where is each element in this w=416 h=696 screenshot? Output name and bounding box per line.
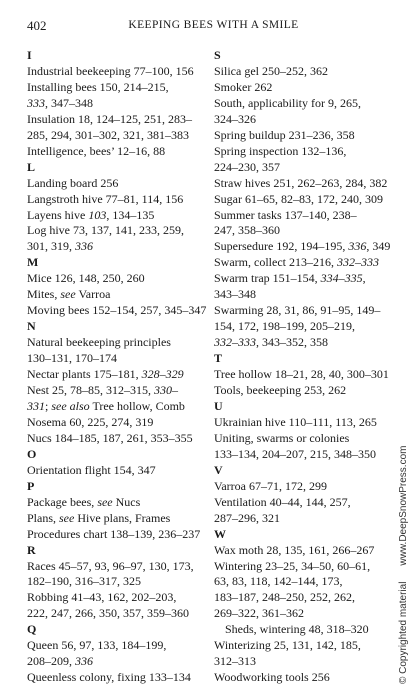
index-entry xyxy=(214,367,394,383)
index-entry xyxy=(214,96,394,112)
index-letter-heading xyxy=(214,351,394,367)
index-entry xyxy=(214,638,394,654)
entry-text: , 347–348 xyxy=(45,95,93,110)
italic-ref: 334–335 xyxy=(320,271,363,286)
index-entry xyxy=(27,112,203,128)
index-entry xyxy=(27,590,203,606)
index-entry xyxy=(27,271,203,287)
italic-ref: 336 xyxy=(75,654,93,669)
entry-text: Varroa 67–71, 172, 299 xyxy=(214,478,327,493)
index-letter-heading xyxy=(214,48,394,64)
index-entry xyxy=(27,176,203,192)
index-entry-continuation xyxy=(214,590,394,606)
entry-text: Queen 56, 97, 133, 184–199, xyxy=(27,638,167,653)
entry-text: Plans, xyxy=(27,510,60,525)
entry-text: 224–230, 357 xyxy=(214,159,280,174)
entry-text: Spring inspection 132–136, xyxy=(214,143,347,158)
index-column-right xyxy=(214,48,394,686)
index-entry-continuation xyxy=(27,128,203,144)
index-entry-continuation xyxy=(214,287,394,303)
index-entry xyxy=(27,415,203,431)
entry-text: Procedures chart 138–139, 236–237 xyxy=(27,526,201,541)
index-entry xyxy=(27,192,203,208)
entry-text: 183–187, 248–250, 252, 262, xyxy=(214,590,355,605)
index-entry xyxy=(27,383,203,399)
index-letter-heading xyxy=(27,447,203,463)
entry-text: , 134–135 xyxy=(106,207,155,222)
index-entry xyxy=(214,64,394,80)
index-letter-heading xyxy=(27,622,203,638)
entry-text: 324–326 xyxy=(214,111,256,126)
entry-text: Orientation flight 154, 347 xyxy=(27,462,156,477)
italic-ref: 333 xyxy=(27,95,45,110)
letter-text: S xyxy=(214,48,221,62)
index-entry xyxy=(27,367,203,383)
index-entry-continuation xyxy=(214,447,394,463)
italic-ref: 328–329 xyxy=(141,367,184,382)
entry-text: 63, 83, 118, 142–144, 173, xyxy=(214,574,343,589)
entry-text: Queenless colony, fixing 133–134 xyxy=(27,670,191,685)
index-entry xyxy=(214,144,394,160)
index-entry xyxy=(214,271,394,287)
entry-text: Uniting, swarms or colonies xyxy=(214,430,350,445)
entry-text: Log hive 73, 137, 141, 233, 259, xyxy=(27,223,184,238)
index-entry xyxy=(214,192,394,208)
index-entry xyxy=(214,415,394,431)
entry-text: Tree hollow 18–21, 28, 40, 300–301 xyxy=(214,367,389,382)
entry-text: Package bees, xyxy=(27,494,98,509)
entry-text: Nosema 60, 225, 274, 319 xyxy=(27,414,154,429)
italic-ref: 103 xyxy=(88,207,107,222)
index-entry-continuation xyxy=(27,351,203,367)
index-entry-continuation xyxy=(214,160,394,176)
index-entry-continuation xyxy=(27,606,203,622)
index-entry-continuation xyxy=(214,574,394,590)
entry-text: Nectar plants 175–181, xyxy=(27,367,142,382)
index-entry xyxy=(27,511,203,527)
entry-text: Sheds, wintering 48, 318–320 xyxy=(225,622,369,637)
index-entry xyxy=(27,80,203,96)
entry-text: 343–348 xyxy=(214,287,256,302)
index-entry-continuation xyxy=(214,606,394,622)
entry-text: Woodworking tools 256 xyxy=(214,670,330,685)
entry-text: Nest 25, 78–85, 312–315, xyxy=(27,383,154,398)
entry-text: Varroa xyxy=(75,287,111,302)
index-entry xyxy=(27,670,203,686)
entry-text: Spring buildup 231–236, 358 xyxy=(214,127,355,142)
index-subentry xyxy=(214,622,394,638)
index-entry-continuation xyxy=(214,223,394,239)
index-entry xyxy=(27,638,203,654)
index-letter-heading xyxy=(27,160,203,176)
entry-text: Hive plans, Frames xyxy=(74,510,171,525)
entry-text: 287–296, 321 xyxy=(214,510,280,525)
entry-text: Moving bees 152–154, 257, 345–347 xyxy=(27,303,207,318)
entry-text: South, applicability for 9, 265, xyxy=(214,95,361,110)
index-entry xyxy=(214,559,394,575)
index-entry-continuation xyxy=(27,399,203,415)
index-letter-heading xyxy=(214,399,394,415)
index-entry xyxy=(214,255,394,271)
entry-text: Silica gel 250–252, 362 xyxy=(214,63,328,78)
index-entry xyxy=(214,239,394,255)
entry-text: 130–131, 170–174 xyxy=(27,351,117,366)
entry-text: Swarming 28, 31, 86, 91–95, 149– xyxy=(214,303,381,318)
index-entry-continuation xyxy=(214,511,394,527)
entry-text: Natural beekeeping principles xyxy=(27,335,171,350)
index-entry xyxy=(27,335,203,351)
italic-ref: see xyxy=(59,510,75,525)
index-letter-heading xyxy=(27,319,203,335)
index-entry xyxy=(214,431,394,447)
italic-ref: 331 xyxy=(27,398,45,413)
entry-text: Landing board 256 xyxy=(27,175,119,190)
entry-text: Smoker 262 xyxy=(214,79,273,94)
entry-text: Intelligence, bees’ 12–16, 88 xyxy=(27,143,166,158)
entry-text: Races 45–57, 93, 96–97, 130, 173, xyxy=(27,558,194,573)
italic-ref: 330– xyxy=(154,383,178,398)
index-entry-continuation xyxy=(27,96,203,112)
entry-text: Insulation 18, 124–125, 251, 283– xyxy=(27,111,192,126)
index-entry xyxy=(27,144,203,160)
italic-ref: 332–333 xyxy=(214,335,256,350)
index-entry-continuation xyxy=(214,335,394,351)
entry-text: Nucs 184–185, 187, 261, 353–355 xyxy=(27,430,193,445)
letter-text: N xyxy=(27,319,36,334)
entry-text: 154, 172, 198–199, 205–219, xyxy=(214,319,355,334)
letter-text: R xyxy=(27,542,36,557)
entry-text: ; xyxy=(45,398,52,413)
letter-text: L xyxy=(27,159,36,174)
entry-text: , 343–352, 358 xyxy=(256,335,328,350)
index-entry xyxy=(214,670,394,686)
entry-text: Straw hives 251, 262–263, 284, 382 xyxy=(214,175,388,190)
entry-text: 285, 294, 301–302, 321, 381–383 xyxy=(27,127,189,142)
index-entry xyxy=(27,303,207,319)
entry-text: Sugar 61–65, 82–83, 172, 240, 309 xyxy=(214,191,383,206)
index-entry xyxy=(27,495,203,511)
index-entry xyxy=(27,559,203,575)
entry-text: Nucs xyxy=(112,494,141,509)
entry-text: 208–209, xyxy=(27,654,75,669)
index-entry-continuation xyxy=(214,654,394,670)
index-entry xyxy=(27,431,203,447)
copyright-sidebar xyxy=(398,446,409,684)
index-letter-heading xyxy=(214,463,394,479)
entry-text: , 349 xyxy=(366,239,391,254)
entry-text: Wax moth 28, 135, 161, 266–267 xyxy=(214,542,375,557)
index-letter-heading xyxy=(27,543,203,559)
running-header xyxy=(27,18,400,40)
running-title: KEEPING BEES WITH A SMILE xyxy=(128,19,299,31)
entry-text: Supersedure 192, 194–195, xyxy=(214,239,349,254)
index-entry xyxy=(214,176,394,192)
entry-text: Mice 126, 148, 250, 260 xyxy=(27,271,145,286)
index-column-left xyxy=(27,48,207,686)
index-entry xyxy=(214,80,394,96)
letter-text: T xyxy=(214,351,223,366)
letter-text: M xyxy=(27,255,39,270)
index-entry xyxy=(27,64,203,80)
index-letter-heading xyxy=(214,527,394,543)
letter-text: O xyxy=(27,446,37,461)
italic-ref: see xyxy=(60,287,76,302)
index-entry-continuation xyxy=(214,112,394,128)
index-entry xyxy=(27,463,203,479)
index-entry xyxy=(214,495,394,511)
index-entry xyxy=(214,479,394,495)
entry-text: 247, 358–360 xyxy=(214,223,280,238)
entry-text: Tree hollow, Comb xyxy=(89,398,185,413)
index-entry xyxy=(214,208,394,224)
letter-text: V xyxy=(214,462,223,477)
index-entry xyxy=(214,543,394,559)
letter-text: P xyxy=(27,478,35,493)
entry-text: 222, 247, 266, 350, 357, 359–360 xyxy=(27,606,189,621)
entry-text: Ukrainian hive 110–111, 113, 265 xyxy=(214,414,377,429)
letter-text: W xyxy=(214,526,226,541)
index-entry xyxy=(214,128,394,144)
entry-text: Ventilation 40–44, 144, 257, xyxy=(214,494,351,509)
entry-text: 312–313 xyxy=(214,654,256,669)
entry-text: Swarm, collect 213–216, xyxy=(214,255,337,270)
entry-text: 301, 319, xyxy=(27,239,75,254)
entry-text: 133–134, 204–207, 215, 348–350 xyxy=(214,446,376,461)
entry-text: Installing bees 150, 214–215, xyxy=(27,79,169,94)
index-entry xyxy=(27,527,203,543)
page-number: 402 xyxy=(27,18,47,33)
entry-text: Tools, beekeeping 253, 262 xyxy=(214,383,347,398)
entry-text: 269–322, 361–362 xyxy=(214,606,304,621)
index-entry xyxy=(214,303,394,319)
italic-ref: 336 xyxy=(75,239,93,254)
index-entry-continuation xyxy=(27,654,203,670)
letter-text: U xyxy=(214,398,223,413)
letter-text: Q xyxy=(27,622,37,637)
entry-text: Swarm trap 151–154, xyxy=(214,271,321,286)
index-entry xyxy=(27,223,203,239)
index-letter-heading xyxy=(27,479,203,495)
italic-ref: 332–333 xyxy=(336,255,379,270)
index-entry-continuation xyxy=(27,574,203,590)
copyright-notice: © Copyrighted material xyxy=(398,581,409,684)
italic-ref: see also xyxy=(51,398,90,413)
entry-text: Langstroth hive 77–81, 114, 156 xyxy=(27,191,184,206)
index-letter-heading xyxy=(27,255,203,271)
entry-text: Mites, xyxy=(27,287,61,302)
index-entry xyxy=(27,208,203,224)
entry-text: , xyxy=(362,271,366,286)
index-entry xyxy=(27,287,203,303)
italic-ref: 336 xyxy=(348,239,367,254)
index-entry-continuation xyxy=(214,319,394,335)
entry-text: Layens hive xyxy=(27,207,89,222)
website-url: www.DeepSnowPress.com xyxy=(398,445,409,566)
index-letter-heading xyxy=(27,48,203,64)
entry-text: Wintering 23–25, 34–50, 60–61, xyxy=(214,558,371,573)
italic-ref: see xyxy=(97,494,113,509)
entry-text: Summer tasks 137–140, 238– xyxy=(214,207,357,222)
entry-text: Robbing 41–43, 162, 202–203, xyxy=(27,590,177,605)
index-entry xyxy=(214,383,394,399)
letter-text: I xyxy=(27,48,32,62)
entry-text: Industrial beekeeping 77–100, 156 xyxy=(27,63,194,78)
index-entry-continuation xyxy=(27,239,203,255)
entry-text: 182–190, 316–317, 325 xyxy=(27,574,141,589)
entry-text: Winterizing 25, 131, 142, 185, xyxy=(214,638,361,653)
